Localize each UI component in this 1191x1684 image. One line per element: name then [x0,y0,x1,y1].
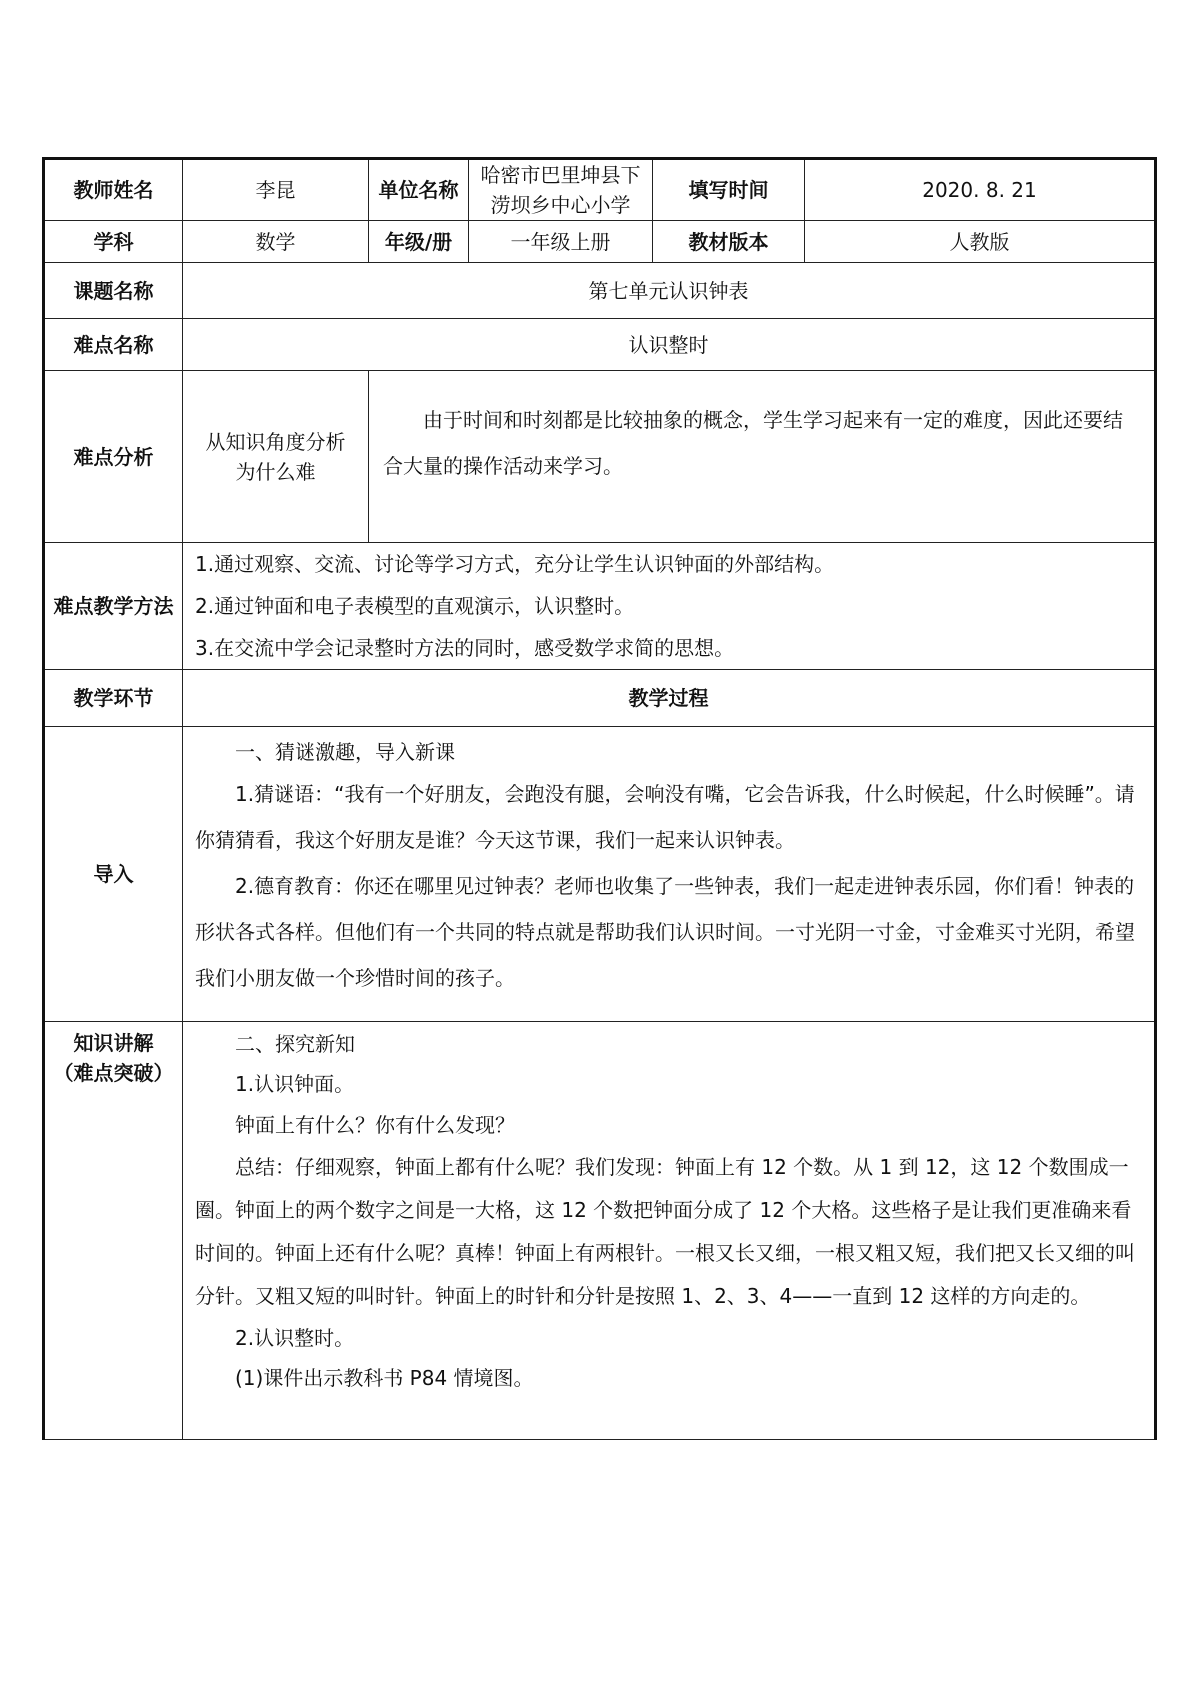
difficulty-row [44,319,1156,371]
subject-label: 学科 [44,221,183,263]
unit-label: 单位名称 [369,159,469,221]
intro-row [44,727,1156,1022]
explain-label-line1: 知识讲解 [73,1031,154,1055]
analysis-label: 难点分析 [44,371,183,543]
intro-paragraph: 1.猜谜语：“我有一个好朋友，会跑没有腿，会响没有嘴，它会告诉我，什么时候起，什么时候睡”。请你猜猜看，我这个好朋友是谁？今天这节课，我们一起来认识钟表。 [195,782,1135,852]
teacher-value: 李昆 [183,159,369,221]
edition-label: 教材版本 [653,221,805,263]
topic-row [44,263,1156,319]
explain-paragraph: (1)课件出示教科书 P84 情境图。 [235,1366,534,1390]
process-title: 教学过程 [183,670,1156,727]
analysis-sub-label: 从知识角度分析为什么难 [183,371,369,543]
topic-label: 课题名称 [44,263,183,319]
process-stage-label: 教学环节 [44,670,183,727]
intro-cell [183,727,1156,1022]
grade-label: 年级/册 [369,221,469,263]
edition-value: 人教版 [805,221,1156,263]
analysis-text-cell [369,371,1156,543]
subject-value: 数学 [183,221,369,263]
teacher-label: 教师姓名 [44,159,183,221]
difficulty-label: 难点名称 [44,319,183,371]
methods-cell [183,543,1156,670]
process-header-row [44,670,1156,727]
explain-heading: 二、探究新知 [235,1032,355,1056]
header-row-2 [44,221,1156,263]
date-value: 2020. 8. 21 [805,159,1156,221]
analysis-row [44,371,1156,543]
explain-paragraph: 2.认识整时。 [235,1326,355,1350]
methods-row [44,543,1156,670]
header-row-1 [44,159,1156,221]
explain-cell [183,1022,1156,1440]
difficulty-value: 认识整时 [183,319,1156,371]
unit-value: 哈密市巴里坤县下涝坝乡中心小学 [469,159,653,221]
explain-paragraph: 总结：仔细观察，钟面上都有什么呢？我们发现：钟面上有 12 个数。从 1 到 12，这 12 个数围成一圈。钟面上的两个数字之间是一大格，这 12 个数把钟面分成了 12 个大格。这些格子是让我们更准确来看时间的。钟面上还有什么呢？真棒！钟面上有两根针。一根又长又细，一根又粗又短，我们把又长又细的叫分针。又粗又短的叫时针。钟面上的时针和分针是按照 1、2、3、4——一直到 12 这样的方向走的。 [195,1155,1135,1308]
grade-value: 一年级上册 [469,221,653,263]
explain-paragraph: 1.认识钟面。 [235,1072,355,1096]
explain-row [44,1022,1156,1440]
lesson-plan-table [42,157,1157,1440]
explain-label-cell [44,1022,183,1440]
method-item: 1.通过观察、交流、讨论等学习方式，充分让学生认识钟面的外部结构。 [195,552,835,576]
date-label: 填写时间 [653,159,805,221]
explain-label-line2: （难点突破） [53,1061,174,1085]
method-item: 2.通过钟面和电子表模型的直观演示，认识整时。 [195,594,635,618]
intro-label: 导入 [44,727,183,1022]
topic-value: 第七单元认识钟表 [183,263,1156,319]
lesson-plan-sheet [42,157,1154,1440]
intro-heading: 一、猜谜激趣，导入新课 [235,740,455,764]
analysis-text: 由于时间和时刻都是比较抽象的概念，学生学习起来有一定的难度，因此还要结合大量的操作活动来学习。 [383,408,1123,478]
intro-paragraph: 2.德育教育：你还在哪里见过钟表？老师也收集了一些钟表，我们一起走进钟表乐园，你们看！钟表的形状各式各样。但他们有一个共同的特点就是帮助我们认识时间。一寸光阴一寸金，寸金难买寸光阴，希望我们小朋友做一个珍惜时间的孩子。 [195,874,1135,990]
explain-paragraph: 钟面上有什么？你有什么发现？ [235,1113,515,1137]
method-item: 3.在交流中学会记录整时方法的同时，感受数学求简的思想。 [195,636,735,660]
methods-label: 难点教学方法 [44,543,183,670]
